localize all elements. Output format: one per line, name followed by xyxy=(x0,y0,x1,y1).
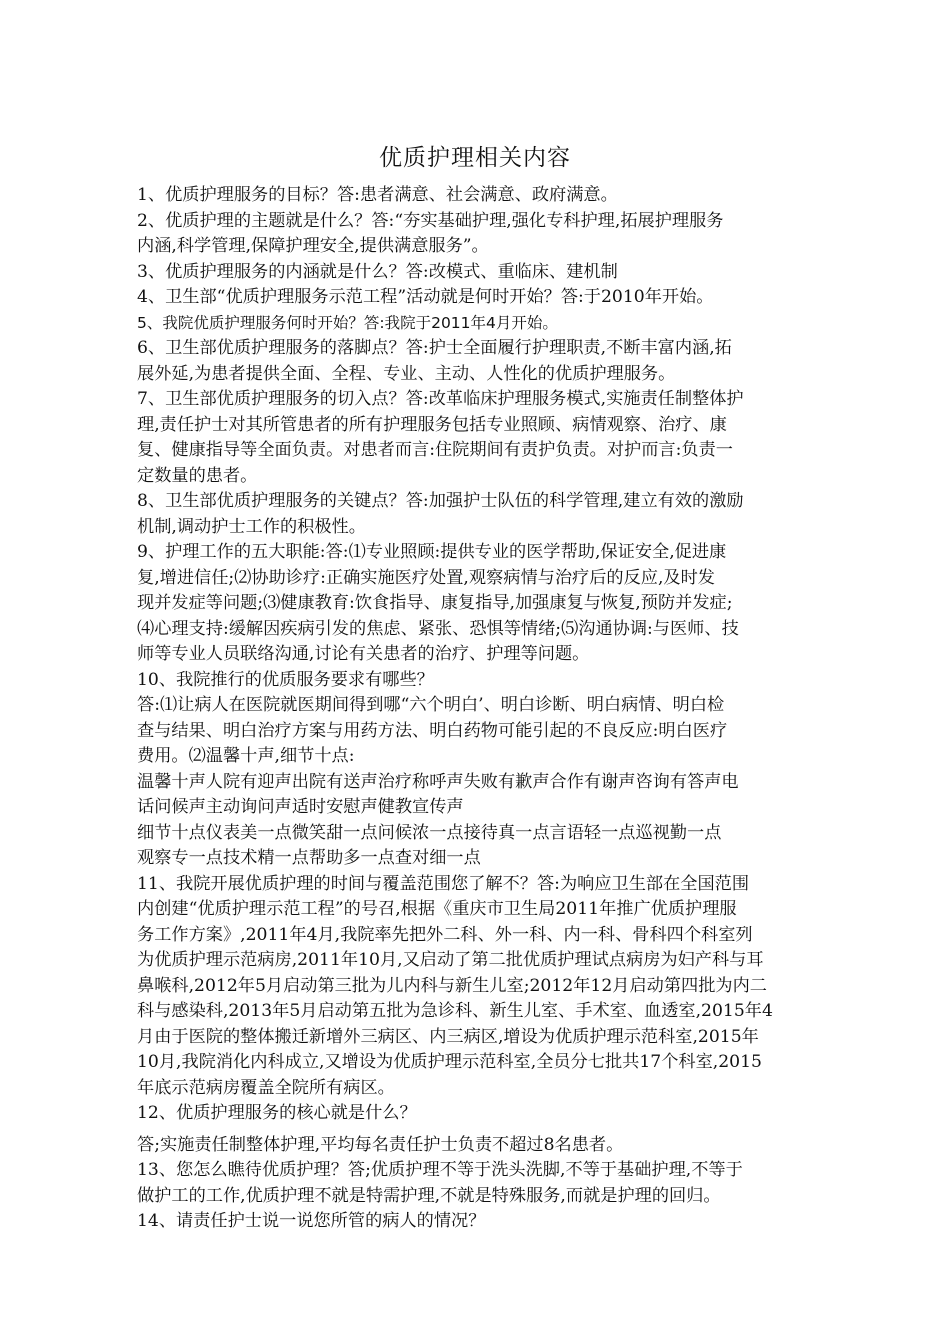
text-line: 现并发症等问题;⑶健康教育:饮食指导、康复指导,加强康复与恢复,预防并发症; xyxy=(137,593,733,613)
text-line: 鼻喉科,2012年5月启动第三批为儿内科与新生儿室;2012年12月启动第四批为内二 xyxy=(137,975,767,996)
text-line: 3、优质护理服务的内涵就是什么？答:改模式、重临床、建机制 xyxy=(137,261,618,282)
text-line: 4、卫生部“优质护理服务示范工程”活动就是何时开始？答:于2010年开始。 xyxy=(137,287,714,307)
text-line: 答;实施责任制整体护理,平均每名责任护士负责不超过8名患者。 xyxy=(137,1134,624,1155)
text-line: 细节十点仪表美一点微笑甜一点问候浓一点接待真一点言语轻一点巡视勤一点 xyxy=(137,822,722,843)
text-line: 师等专业人员联络沟通,讨论有关患者的治疗、护理等问题。 xyxy=(137,644,590,664)
text-line: 查与结果、明白治疗方案与用药方法、明白药物可能引起的不良反应:明白医疗 xyxy=(137,720,728,741)
text-line: 5、我院优质护理服务何时开始？答:我院于2011年4月开始。 xyxy=(137,313,558,332)
text-line: 月由于医院的整体搬迁新增外三病区、内三病区,增设为优质护理示范科室,2015年 xyxy=(137,1026,759,1047)
document-body xyxy=(137,183,817,1235)
text-line: 复、健康指导等全面负责。对患者而言:住院期间有责护负责。对护而言:负责一 xyxy=(137,440,733,460)
text-line: 科与感染科,2013年5月启动第五批为急诊科、新生儿室、手术室、血透室,2015年4 xyxy=(137,1001,773,1021)
page-title: 优质护理相关内容 xyxy=(379,145,571,171)
text-line: 9、护理工作的五大职能:答:⑴专业照顾:提供专业的医学帮助,保证安全,促进康 xyxy=(137,542,727,562)
text-line: 观察专一点技术精一点帮助多一点查对细一点 xyxy=(137,848,481,868)
text-line: 机制,调动护士工作的积极性。 xyxy=(137,516,366,537)
text-line: 12、优质护理服务的核心就是什么？ xyxy=(137,1103,417,1123)
text-line: 话问候声主动询问声适时安慰声健教宣传声 xyxy=(137,797,464,817)
text-line: 6、卫生部优质护理服务的落脚点？答:护士全面履行护理职责,不断丰富内涵,拓 xyxy=(137,338,732,358)
text-line: 11、我院开展优质护理的时间与覆盖范围您了解不？答:为响应卫生部在全国范围 xyxy=(137,873,750,894)
text-line: 内创建“优质护理示范工程”的号召,根据《重庆市卫生局2011年推广优质护理服 xyxy=(137,899,737,919)
text-line: 10月,我院消化内科成立,又增设为优质护理示范科室,全员分七批共17个科室,2015 xyxy=(137,1052,762,1072)
text-line: 为优质护理示范病房,2011年10月,又启动了第二批优质护理试点病房为妇产科与耳 xyxy=(137,950,764,970)
text-line: 13、您怎么瞧待优质护理？答;优质护理不等于洗头洗脚,不等于基础护理,不等于 xyxy=(137,1160,743,1180)
text-line: 费用。⑵温馨十声,细节十点: xyxy=(137,746,355,766)
text-line: 理,责任护士对其所管患者的所有护理服务包括专业照顾、病情观察、治疗、康 xyxy=(137,414,727,435)
text-line: 内涵,科学管理,保障护理安全,提供满意服务”。 xyxy=(137,236,489,256)
text-line: ⑷心理支持:缓解因疾病引发的焦虑、紧张、恐惧等情绪;⑸沟通协调:与医师、技 xyxy=(137,618,739,639)
text-line: 定数量的患者。 xyxy=(137,465,258,486)
text-line: 2、优质护理的主题就是什么？答:“夯实基础护理,强化专科护理,拓展护理服务 xyxy=(137,210,724,231)
text-line: 7、卫生部优质护理服务的切入点？答:改革临床护理服务模式,实施责任制整体护 xyxy=(137,389,744,409)
text-line: 14、请责任护士说一说您所管的病人的情况？ xyxy=(137,1211,486,1231)
text-line: 务工作方案》,2011年4月,我院率先把外二科、外一科、内一科、骨科四个科室列 xyxy=(137,924,753,945)
text-line: 10、我院推行的优质服务要求有哪些？ xyxy=(137,669,434,690)
text-line: 展外延,为患者提供全面、全程、专业、主动、人性化的优质护理服务。 xyxy=(137,363,676,384)
text-line: 做护工的工作,优质护理不就是特需护理,不就是特殊服务,而就是护理的回归。 xyxy=(137,1185,721,1206)
text-line: 8、卫生部优质护理服务的关键点？答:加强护士队伍的科学管理,建立有效的激励 xyxy=(137,491,744,511)
text-line: 年底示范病房覆盖全院所有病区。 xyxy=(137,1077,395,1098)
text-line: 温馨十声人院有迎声出院有送声治疗称呼声失败有歉声合作有谢声咨询有答声电 xyxy=(137,771,739,792)
text-line: 复,增进信任;⑵协助诊疗:正确实施医疗处置,观察病情与治疗后的反应,及时发 xyxy=(137,567,715,588)
text-line: 1、优质护理服务的目标？答:患者满意、社会满意、政府满意。 xyxy=(137,185,618,205)
text-line: 答:⑴让病人在医院就医期间得到哪“六个明白’、明白诊断、明白病情、明白检 xyxy=(137,695,725,715)
